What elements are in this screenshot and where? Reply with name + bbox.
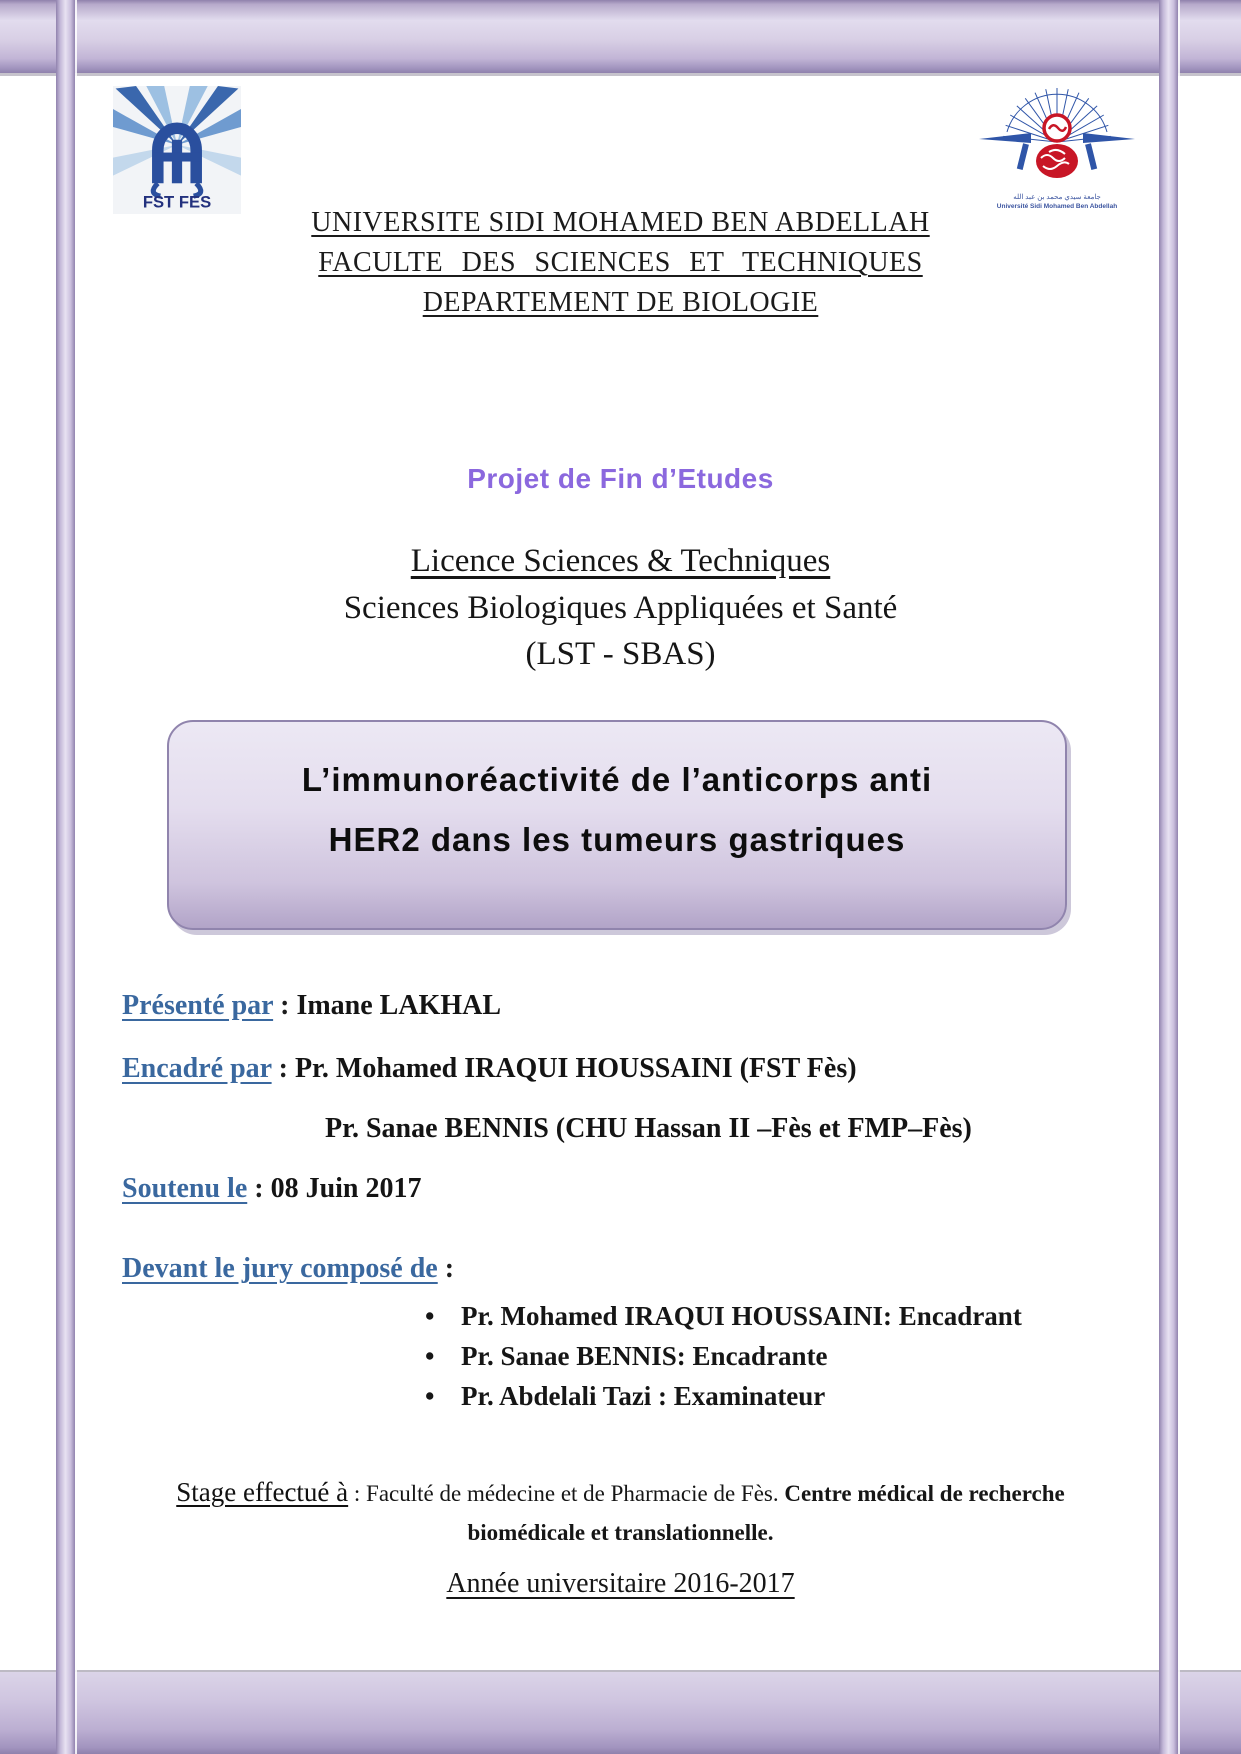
internship-center-line2: biomédicale et translationnelle. — [467, 1520, 774, 1545]
usmba-logo-emblem — [1036, 115, 1078, 178]
presented-by-separator: : — [273, 990, 297, 1021]
usmba-logo-icon — [973, 82, 1141, 216]
thesis-title-box — [167, 720, 1067, 930]
supervised-by-separator: : — [271, 1053, 295, 1084]
defense-date-separator: : — [247, 1173, 271, 1204]
jury-heading-colon: : — [437, 1253, 455, 1284]
jury-member-row — [425, 1376, 1022, 1416]
supervisor-2-line — [325, 1113, 972, 1145]
defense-date-value: 08 Juin 2017 — [270, 1173, 422, 1204]
jury-member-list — [425, 1296, 1022, 1416]
faculty-name: FACULTE DES SCIENCES ET TECHNIQUES — [318, 247, 923, 278]
university-name: UNIVERSITE SIDI MOHAMED BEN ABDELLAH — [311, 207, 930, 238]
academic-year: Année universitaire 2016-2017 — [446, 1568, 795, 1599]
degree-abbreviation: (LST - SBAS) — [525, 636, 716, 672]
bullet-icon: • — [425, 1341, 435, 1371]
defense-date-label: Soutenu le — [122, 1173, 248, 1204]
thesis-title-line2: HER2 dans les tumeurs gastriques — [328, 821, 906, 858]
jury-member-row — [425, 1336, 1022, 1376]
presented-by-line — [122, 990, 501, 1022]
jury-heading-label: Devant le jury composé de — [122, 1253, 438, 1284]
internship-center-line1: Centre médical de recherche — [784, 1481, 1065, 1506]
bullet-icon: • — [425, 1301, 435, 1331]
presented-by-label: Présenté par — [122, 990, 274, 1021]
project-type-heading: Projet de Fin d’Etudes — [467, 463, 774, 494]
bottom-border-bar — [0, 1672, 1241, 1754]
bullet-icon: • — [425, 1381, 435, 1411]
university-header — [0, 203, 1241, 323]
defense-date-line — [122, 1173, 422, 1205]
specialty-name: Sciences Biologiques Appliquées et Santé — [343, 590, 898, 626]
top-border-bar — [0, 0, 1241, 73]
usmba-logo-caption-fr: Université Sidi Mohamed Ben Abdellah — [996, 203, 1118, 210]
thesis-title-line1: L’immunoréactivité de l’anticorps anti — [301, 761, 933, 798]
author-name: Imane LAKHAL — [296, 990, 502, 1021]
fst-logo-caption: FST FES — [142, 192, 212, 212]
supervisor-1-name: Pr. Mohamed IRAQUI HOUSSAINI (FST Fès) — [294, 1053, 857, 1084]
usmba-logo-caption-ar: جامعة سيدي محمد بن عبد الله — [1013, 194, 1101, 201]
jury-member-1: Pr. Mohamed IRAQUI HOUSSAINI: Encadrant — [461, 1301, 1022, 1331]
degree-name: Licence Sciences & Techniques — [410, 543, 831, 579]
fst-fes-logo-icon — [113, 86, 241, 214]
internship-line — [0, 1477, 1241, 1508]
jury-member-3: Pr. Abdelali Tazi : Examinateur — [461, 1381, 826, 1411]
jury-member-row — [425, 1296, 1022, 1336]
supervised-by-line — [122, 1053, 857, 1085]
internship-place: Faculté de médecine et de Pharmacie de Fès. — [366, 1481, 785, 1506]
department-name: DEPARTEMENT DE BIOLOGIE — [422, 287, 819, 318]
internship-label: Stage effectué à — [176, 1477, 349, 1507]
jury-heading-line — [122, 1253, 454, 1285]
supervised-by-label: Encadré par — [122, 1053, 272, 1084]
supervisor-2-name: Pr. Sanae BENNIS (CHU Hassan II –Fès et FMP–Fès) — [325, 1113, 972, 1144]
jury-member-2: Pr. Sanae BENNIS: Encadrante — [461, 1341, 828, 1371]
internship-separator: : — [348, 1481, 367, 1506]
